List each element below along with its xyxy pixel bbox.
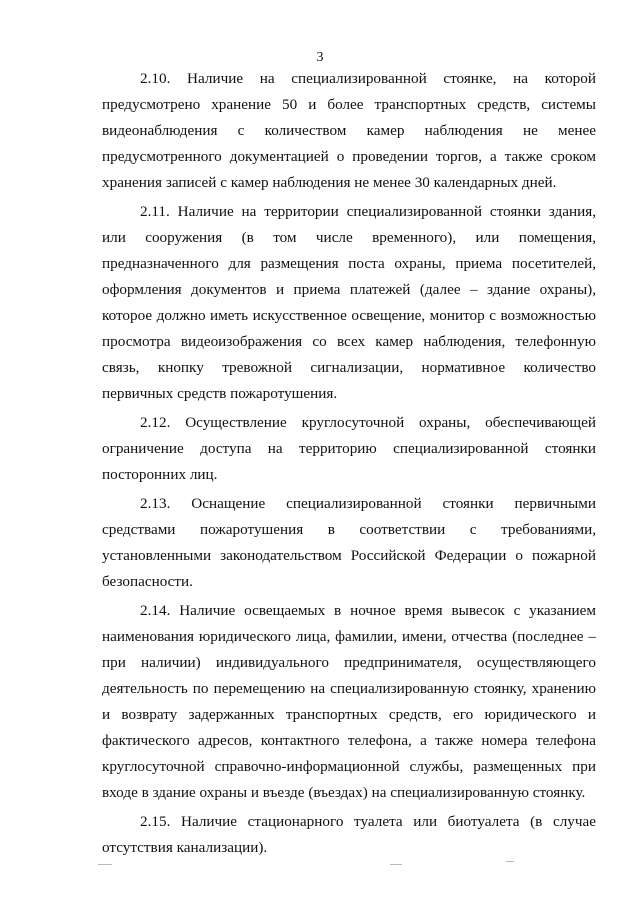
document-body [102, 66, 596, 861]
paragraph-2-10: 2.10. Наличие на специализированной стоянке, на которой предусмотрено хранение 50 и более транспортных средств, системы видеонаблюдения с количеством камер наблюдения не менее предусмотренного документацией о проведении торгов, а также сроком хранения записей с камер наблюдения не менее 30 календарных дней. [102, 70, 596, 191]
page-number: 3 [316, 50, 324, 65]
paragraph-2-15: 2.15. Наличие стационарного туалета или биотуалета (в случае отсутствия канализации). [102, 813, 596, 856]
paragraph-2-11: 2.11. Наличие на территории специализированной стоянки здания, или сооружения (в том числе временного), или помещения, предназначенного для размещения поста охраны, приема посетителей, оформления документов и приема платежей (далее – здание охраны), которое должно иметь искусственное освещение, монитор с возможностью просмотра видеоизображения со всех камер наблюдения, телефонную связь, кнопку тревожной сигнализации, нормативное количество первичных средств пожаротушения. [102, 203, 596, 402]
scan-artifact [98, 864, 112, 865]
paragraph-2-14: 2.14. Наличие освещаемых в ночное время вывесок с указанием наименования юридического лица, фамилии, имени, отчества (последнее – при наличии) индивидуального предпринимателя, осуществляющего деятельность по перемещению на специализированную стоянку, хранению и возврату задержанных транспортных средств, его юридического и фактического адресов, контактного телефона, а также номера телефона круглосуточной справочно-информационной службы, размещенных при входе в здание охраны и въезде (въездах) на специализированную стоянку. [102, 602, 596, 801]
paragraph-2-12: 2.12. Осуществление круглосуточной охраны, обеспечивающей ограничение доступа на территорию специализированной стоянки посторонних лиц. [102, 414, 596, 483]
paragraph-2-13: 2.13. Оснащение специализированной стоянки первичными средствами пожаротушения в соответствии с требованиями, установленными законодательством Российской Федерации о пожарной безопасности. [102, 495, 596, 590]
scan-artifact [506, 861, 514, 862]
scan-artifact [390, 864, 402, 865]
